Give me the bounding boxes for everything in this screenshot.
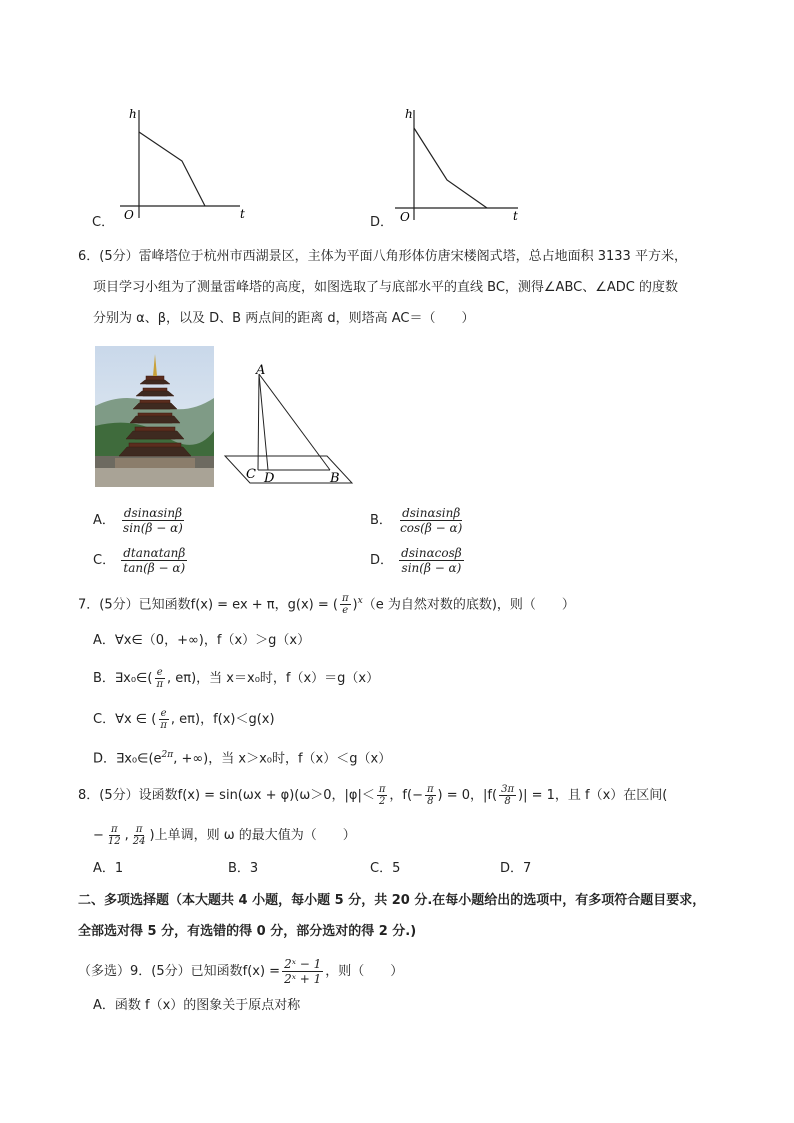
q7-option-b-num: e: [156, 667, 163, 678]
q8-option-c: C．5: [370, 861, 401, 876]
fig-label-a: A: [256, 363, 266, 378]
q6-option-b-den: cos(β − α): [400, 521, 463, 535]
q8-stem-b: ，f(−: [389, 788, 423, 803]
graph-d-axis-h: h: [405, 107, 413, 121]
q6-option-b: [370, 506, 466, 535]
q8-line2-a: −: [93, 828, 104, 843]
q7-stem-b: ): [352, 597, 358, 613]
q8-option-d: D．7: [500, 861, 532, 876]
q7-option-c-pre: C．∀x ∈ (: [93, 712, 157, 727]
fig-label-d: D: [264, 471, 275, 486]
tower-geometry-figure: [222, 360, 357, 490]
q8-option-b: B．3: [228, 861, 259, 876]
q7-stem-sup: x: [357, 596, 363, 606]
q9-stem-b: ，则（ ）: [325, 964, 404, 979]
q8-f1-num: π: [378, 784, 386, 795]
q8-stem-line2: [93, 824, 356, 847]
q8-f3-den: 8: [504, 796, 511, 807]
q8-stem-line1: [78, 784, 667, 807]
q9-stem-a: （多选）9．(5分）已知函数f(x) =: [78, 964, 281, 979]
q6-option-d-label: D．: [370, 553, 394, 568]
graph-d: [390, 100, 540, 225]
fig-label-b: B: [330, 471, 340, 486]
q6-option-c-label: C．: [93, 553, 116, 568]
q6-option-d-den: sin(β − α): [401, 561, 462, 575]
q8-option-a: A．1: [93, 861, 124, 876]
q8-stem-d: )| = 1，且 f（x）在区间(: [518, 788, 668, 803]
q7-option-c-den: π: [160, 720, 167, 731]
graph-d-plot: [390, 100, 540, 225]
q7-option-a: A．∀x∈（0，+∞)，f（x）＞g（x）: [93, 633, 311, 648]
q7-stem-a: 7．(5分）已知函数f(x) = ex + π，g(x) = (: [78, 597, 338, 613]
q7-option-c-post: , eπ)，f(x)＜g(x): [170, 712, 275, 727]
graph-c-label: C．: [92, 215, 115, 230]
q8-f4-den: 12: [107, 836, 121, 847]
q6-option-b-label: B．: [370, 513, 392, 528]
q6-option-c-den: tan(β − α): [123, 561, 186, 575]
q7-option-b-pre: B．∃x₀∈(: [93, 671, 153, 686]
graph-c: [112, 100, 262, 225]
q6-option-a-num: dsinαsinβ: [123, 506, 183, 520]
q8-f5-num: π: [135, 824, 143, 835]
q7-frac-num: π: [341, 593, 349, 605]
q9-stem: [78, 957, 403, 986]
q8-f3-num: 3π: [501, 784, 515, 795]
q8-f2-num: π: [426, 784, 434, 795]
q8-stem-a: 8．(5分）设函数f(x) = sin(ωx + φ)(ω＞0，|φ|＜: [78, 788, 375, 803]
graph-d-axis-t: t: [513, 209, 518, 223]
q6-option-c: [93, 546, 189, 575]
graph-c-plot: [112, 100, 262, 225]
q6-option-a: [93, 506, 187, 535]
section2-heading-line2: 全部选对得 5 分，有选错的得 0 分，部分选对的得 2 分.): [78, 924, 417, 939]
q8-f1-den: 2: [378, 796, 386, 807]
q7-stem: [78, 592, 575, 616]
q6-option-b-num: dsinαsinβ: [402, 506, 461, 520]
q7-option-b: [93, 667, 379, 690]
q7-option-d: [93, 746, 391, 768]
graph-d-label: D．: [370, 215, 394, 230]
section2-heading-line1: 二、多项选择题（本大题共 4 小题，每小题 5 分，共 20 分.在每小题给出的选项中，有多项符合题目要求，: [78, 893, 706, 908]
q9-option-a: A．函数 f（x）的图象关于原点对称: [93, 998, 301, 1013]
q6-stem-line3: 分别为 α、β，以及 D、B 两点间的距离 d，则塔高 AC＝（ ）: [93, 311, 475, 326]
pagoda-photo: [95, 346, 214, 487]
q9-frac-den: 2ˣ + 1: [284, 972, 322, 986]
graph-d-origin: O: [400, 210, 410, 224]
q7-option-d-pre: D．∃x₀∈(e: [93, 751, 162, 767]
q8-stem-c: ) = 0，|f(: [437, 788, 498, 803]
q7-option-b-den: π: [156, 679, 164, 690]
q7-option-c-num: e: [160, 708, 167, 719]
q6-option-d-num: dsinαcosβ: [401, 546, 462, 560]
q6-option-a-den: sin(β − α): [123, 521, 183, 535]
q7-option-c: [93, 708, 275, 731]
q8-line2-c: )上单调，则 ω 的最大值为（ ）: [149, 828, 356, 843]
q7-frac-den: e: [342, 605, 349, 617]
q8-line2-b: ,: [124, 828, 129, 843]
q9-frac-num: 2ˣ − 1: [284, 957, 322, 971]
q6-option-c-num: dtanαtanβ: [123, 546, 186, 560]
q7-option-d-post: , +∞)，当 x＞x₀时，f（x）＜g（x）: [173, 751, 392, 767]
graph-c-origin: O: [124, 208, 134, 222]
q8-f5-den: 24: [132, 836, 146, 847]
graph-c-axis-t: t: [240, 207, 245, 221]
q7-option-b-post: , eπ)，当 x＝x₀时，f（x）＝g（x）: [167, 671, 380, 686]
q7-stem-c: （e 为自然对数的底数)，则（ ）: [362, 597, 575, 613]
q6-option-d: [370, 546, 466, 575]
q6-stem-line1: 6．(5分）雷峰塔位于杭州市西湖景区，主体为平面八角形体仿唐宋楼阁式塔，总占地面积 3133 平方米，: [78, 249, 687, 264]
fig-label-c: C: [246, 467, 256, 482]
q6-stem-line2: 项目学习小组为了测量雷峰塔的高度，如图选取了与底部水平的直线 BC，测得∠ABC、∠ADC 的度数: [93, 280, 678, 295]
q8-f2-den: 8: [427, 796, 434, 807]
q8-f4-num: π: [110, 824, 118, 835]
q6-option-a-label: A．: [93, 513, 115, 528]
q7-option-d-sup: 2π: [161, 750, 174, 760]
graph-c-axis-h: h: [129, 107, 137, 121]
